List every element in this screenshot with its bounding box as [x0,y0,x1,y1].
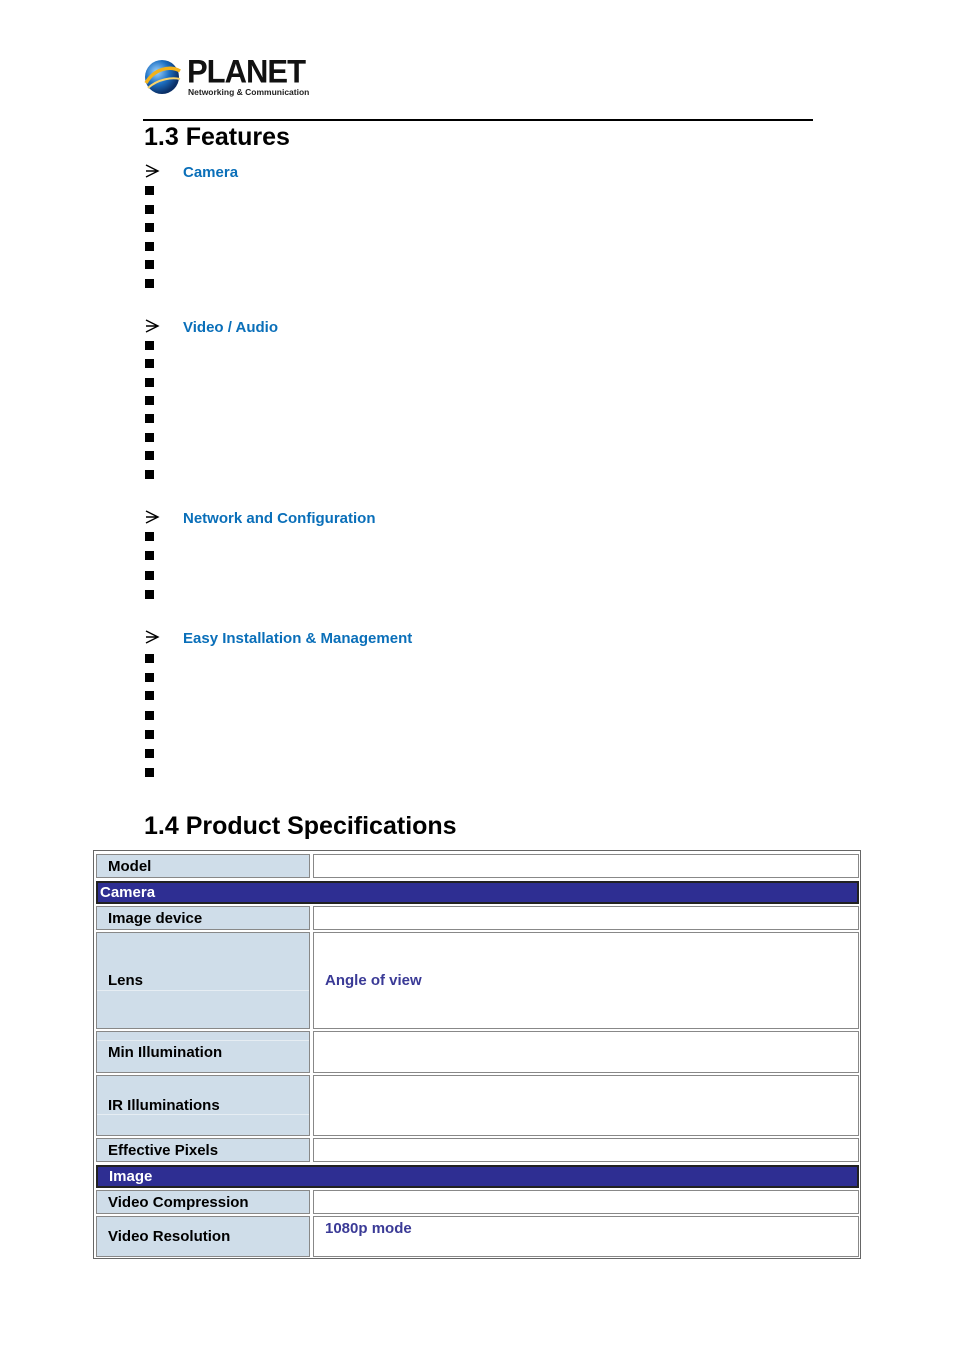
cell-divider [97,1114,309,1115]
arrow-bullet-icon [144,630,160,644]
specifications-table [93,850,861,1259]
spec-label [96,1031,310,1073]
spec-label: Effective Pixels [96,1138,310,1162]
spec-section-band: Image [96,1165,859,1188]
spec-label: Model [96,854,310,878]
bullet-square [145,396,154,405]
bullet-square [145,260,154,269]
spec-label [96,1075,310,1136]
bullet-square [145,341,154,350]
bullet-square [145,205,154,214]
bullet-square [145,433,154,442]
spec-label-text: Lens [108,972,144,989]
spec-value [313,854,859,878]
header-rule [143,119,813,121]
spec-value: Angle of view [313,932,859,1029]
spec-value [313,906,859,930]
spec-value [313,1138,859,1162]
bullet-square [145,242,154,251]
bullet-square [145,768,154,777]
logo-name: PLANET [187,53,305,90]
spec-label-text: Min Illumination [108,1043,223,1061]
bullet-square [145,186,154,195]
bullet-square [145,223,154,232]
features-heading: 1.3 Features [144,123,290,151]
spec-label: Video Compression [96,1190,310,1214]
bullet-square [145,470,154,479]
arrow-bullet-icon [144,510,160,524]
bullet-square [145,673,154,682]
bullet-square [145,532,154,541]
spec-value [313,1075,859,1136]
spec-label: Video Resolution [96,1216,310,1257]
bullet-square [145,730,154,739]
spec-label-text: IR Illuminations [108,1097,220,1114]
cell-divider [97,990,309,991]
bullet-square [145,359,154,368]
bullet-square [145,551,154,560]
feature-section-title: Network and Configuration [183,510,376,527]
bullet-square [145,451,154,460]
spec-label [96,932,310,1029]
specifications-heading: 1.4 Product Specifications [144,812,457,840]
globe-logo-icon [142,57,182,97]
bullet-square [145,378,154,387]
cell-divider [97,1040,309,1041]
logo-tagline: Networking & Communication [188,87,310,97]
bullet-square [145,590,154,599]
spec-section-band: Camera [96,881,859,904]
feature-section-title: Easy Installation & Management [183,630,413,647]
bullet-square [145,654,154,663]
arrow-bullet-icon [144,164,160,178]
planet-logo [142,53,310,100]
spec-value: 1080p mode [313,1216,859,1257]
bullet-square [145,571,154,580]
spec-label: Image device [96,906,310,930]
bullet-square [145,711,154,720]
spec-value [313,1190,859,1214]
bullet-square [145,691,154,700]
bullet-square [145,279,154,288]
feature-section-title: Camera [183,164,239,181]
bullet-square [145,414,154,423]
feature-section-title: Video / Audio [183,319,279,336]
spec-value [313,1031,859,1073]
bullet-square [145,749,154,758]
arrow-bullet-icon [144,319,160,333]
